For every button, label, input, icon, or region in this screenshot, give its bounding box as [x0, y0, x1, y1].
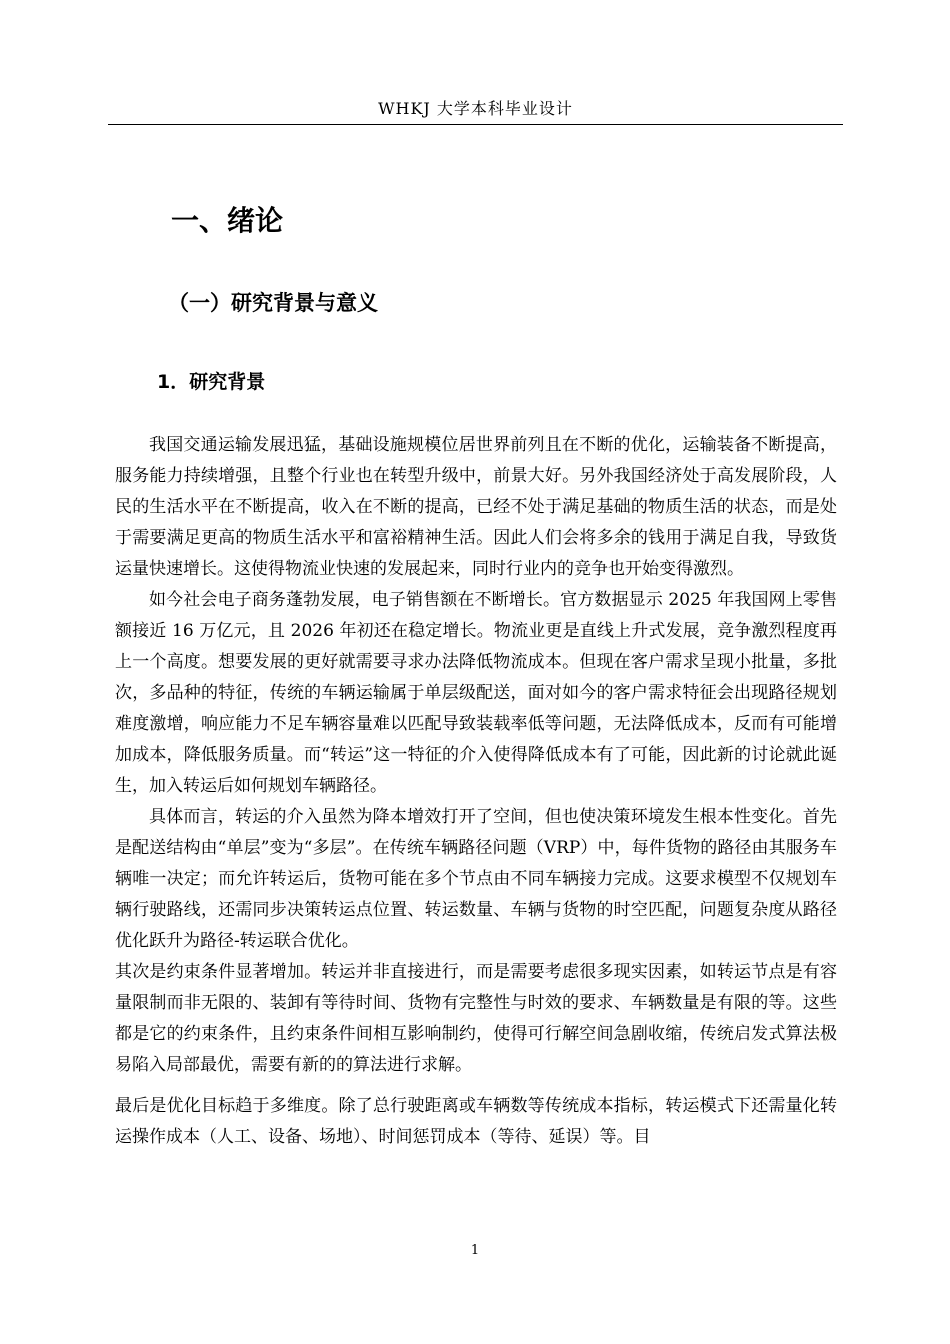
- subsection-title: 1．研究背景: [157, 371, 266, 393]
- paragraph: 我国交通运输发展迅猛，基础设施规模位居世界前列且在不断的优化，运输装备不断提高，服务能力持续增强，且整个行业也在转型升级中，前景大好。另外我国经济处于高发展阶段，人民的生活水平在不断提高，收入在不断的提高，已经不处于满足基础的物质生活的状态，而是处于需要满足更高的物质生活水平和富裕精神生活。因此人们会将多余的钱用于满足自我，导致货运量快速增长。这使得物流业快速的发展起来，同时行业内的竞争也开始变得激烈。: [115, 435, 837, 579]
- page-number: 1: [470, 1243, 480, 1258]
- paragraph: 最后是优化目标趋于多维度。除了总行驶距离或车辆数等传统成本指标，转运模式下还需量化转运操作成本（人工、设备、场地）、时间惩罚成本（等待、延误）等。目: [115, 1096, 837, 1147]
- body-text: [115, 430, 837, 1153]
- paragraph: 如今社会电子商务蓬勃发展，电子销售额在不断增长。官方数据显示 2025 年我国网上零售额接近 16 万亿元，且 2026 年初还在稳定增长。物流业更是直线上升式发展，竞争激烈程度再上一个高度。想要发展的更好就需要寻求办法降低物流成本。但现在客户需求呈现小批量，多批次，多品种的特征，传统的车辆运输属于单层级配送，面对如今的客户需求特征会出现路径规划难度激增，响应能力不足车辆容量难以匹配导致装载率低等问题，无法降低成本，反而有可能增加成本，降低服务质量。而“转运”这一特征的介入使得降低成本有了可能，因此新的讨论就此诞生，加入转运后如何规划车辆路径。: [115, 590, 837, 796]
- section-title: （一）研究背景与意义: [168, 291, 378, 315]
- chapter-title: 一、绪论: [171, 204, 284, 237]
- paragraph: 其次是约束条件显著增加。转运并非直接进行，而是需要考虑很多现实因素，如转运节点是有容量限制而非无限的、装卸有等待时间、货物有完整性与时效的要求、车辆数量是有限的等。这些都是它的约束条件，且约束条件间相互影响制约，使得可行解空间急剧收缩，传统启发式算法极易陷入局部最优，需要有新的的算法进行求解。: [115, 962, 837, 1075]
- paragraph: 具体而言，转运的介入虽然为降本增效打开了空间，但也使决策环境发生根本性变化。首先是配送结构由“单层”变为“多层”。在传统车辆路径问题（VRP）中，每件货物的路径由其服务车辆唯一决定；而允许转运后，货物可能在多个节点由不同车辆接力完成。这要求模型不仅规划车辆行驶路线，还需同步决策转运点位置、转运数量、车辆与货物的时空匹配，问题复杂度从路径优化跃升为路径-转运联合优化。: [115, 807, 837, 951]
- page-header: [108, 92, 843, 125]
- header-title: WHKJ 大学本科毕业设计: [378, 99, 573, 118]
